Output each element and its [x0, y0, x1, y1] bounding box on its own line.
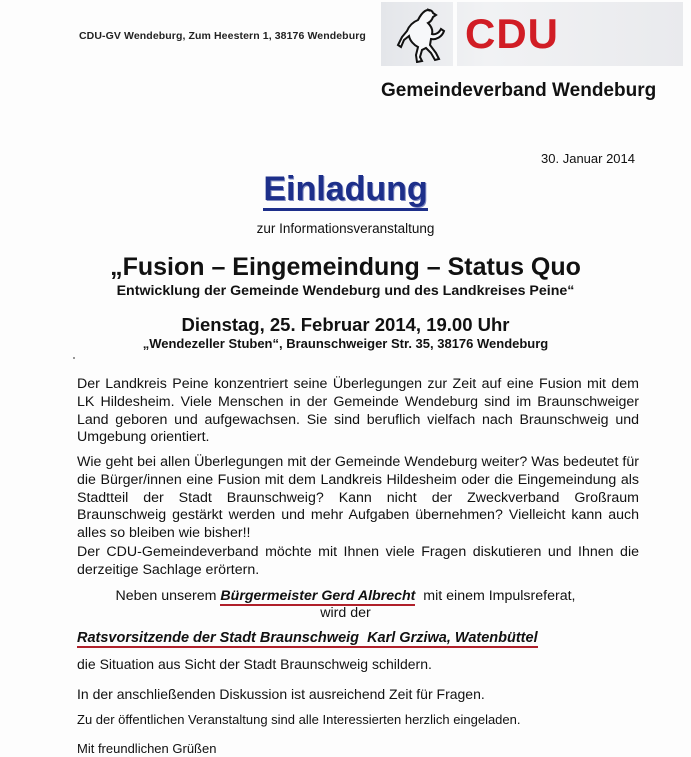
mayor-prefix: Neben unserem — [115, 588, 221, 604]
body-line-2: In der anschließenden Diskussion ist ausreichend Zeit für Fragen. — [77, 686, 485, 702]
event-datetime: Dienstag, 25. Februar 2014, 19.00 Uhr — [181, 314, 510, 335]
mayor-suffix: mit einem Impulsreferat, — [415, 588, 576, 604]
body-line-1: die Situation aus Sicht der Stadt Braunschweig schildern. — [77, 656, 432, 672]
cdu-logo-text: CDU — [465, 10, 559, 57]
horse-icon — [395, 7, 447, 63]
closing-greeting: Mit freundlichen Grüßen — [77, 741, 217, 756]
mayor-line — [0, 588, 691, 605]
event-subheadline: Entwicklung der Gemeinde Wendeburg und des Landkreises Peine“ — [116, 283, 575, 299]
event-headline: „Fusion – Eingemeindung – Status Quo — [110, 253, 581, 281]
council-chair-name: Ratsvorsitzende der Stadt Braunschweig Karl Grziwa, Watenbüttel — [77, 630, 538, 646]
title-text: Einladung — [263, 170, 427, 211]
scan-speck — [73, 357, 75, 359]
paragraph-1: Der Landkreis Peine konzentriert seine Überlegungen zur Zeit auf eine Fusion mit dem LK Hildesheim. Viele Menschen in der Gemeinde Wendeburg sind im Braunschweiger Land geboren und aufgewachsen. Sie sind beruflich vielfach nach Braunschweig und Umgebung orientiert. — [77, 376, 639, 446]
paragraph-2: Wie geht bei allen Überlegungen mit der Gemeinde Wendeburg weiter? Was bedeutet für die Bürger/innen eine Fusion mit dem Landkreis Hildesheim oder die Eingemeindung als Stadtteil der Stadt Braunschweig? Kann nicht der Zweckverband Großraum Braunschweig gestärkt werden und mehr Aufgaben übernehmen? Vielleicht kann auch alles so bleiben wie bisher!! — [77, 454, 639, 542]
mayor-name: Bürgermeister Gerd Albrecht — [220, 588, 416, 604]
sender-address: CDU-GV Wendeburg, Zum Heestern 1, 38176 Wendeburg — [79, 30, 366, 42]
body-line-3: Zu der öffentlichen Veranstaltung sind alle Interessierten herzlich eingeladen. — [77, 712, 521, 727]
council-chair-line — [77, 630, 538, 646]
invitation-title — [0, 170, 691, 209]
letter-date: 30. Januar 2014 — [541, 151, 635, 166]
organization-name: Gemeindeverband Wendeburg — [381, 80, 657, 101]
logo-divider — [453, 2, 457, 66]
event-venue: „Wendezeller Stuben“, Braunschweiger Str. 35, 38176 Wendeburg — [142, 336, 549, 351]
cdu-logo — [381, 2, 683, 66]
paragraph-3: Der CDU-Gemeindeverband möchte mit Ihnen viele Fragen diskutieren und Ihnen die derzeitige Sachlage erörtern. — [77, 544, 639, 578]
wird-der: wird der — [320, 605, 371, 621]
invitation-subtitle: zur Informationsveranstaltung — [256, 221, 435, 236]
